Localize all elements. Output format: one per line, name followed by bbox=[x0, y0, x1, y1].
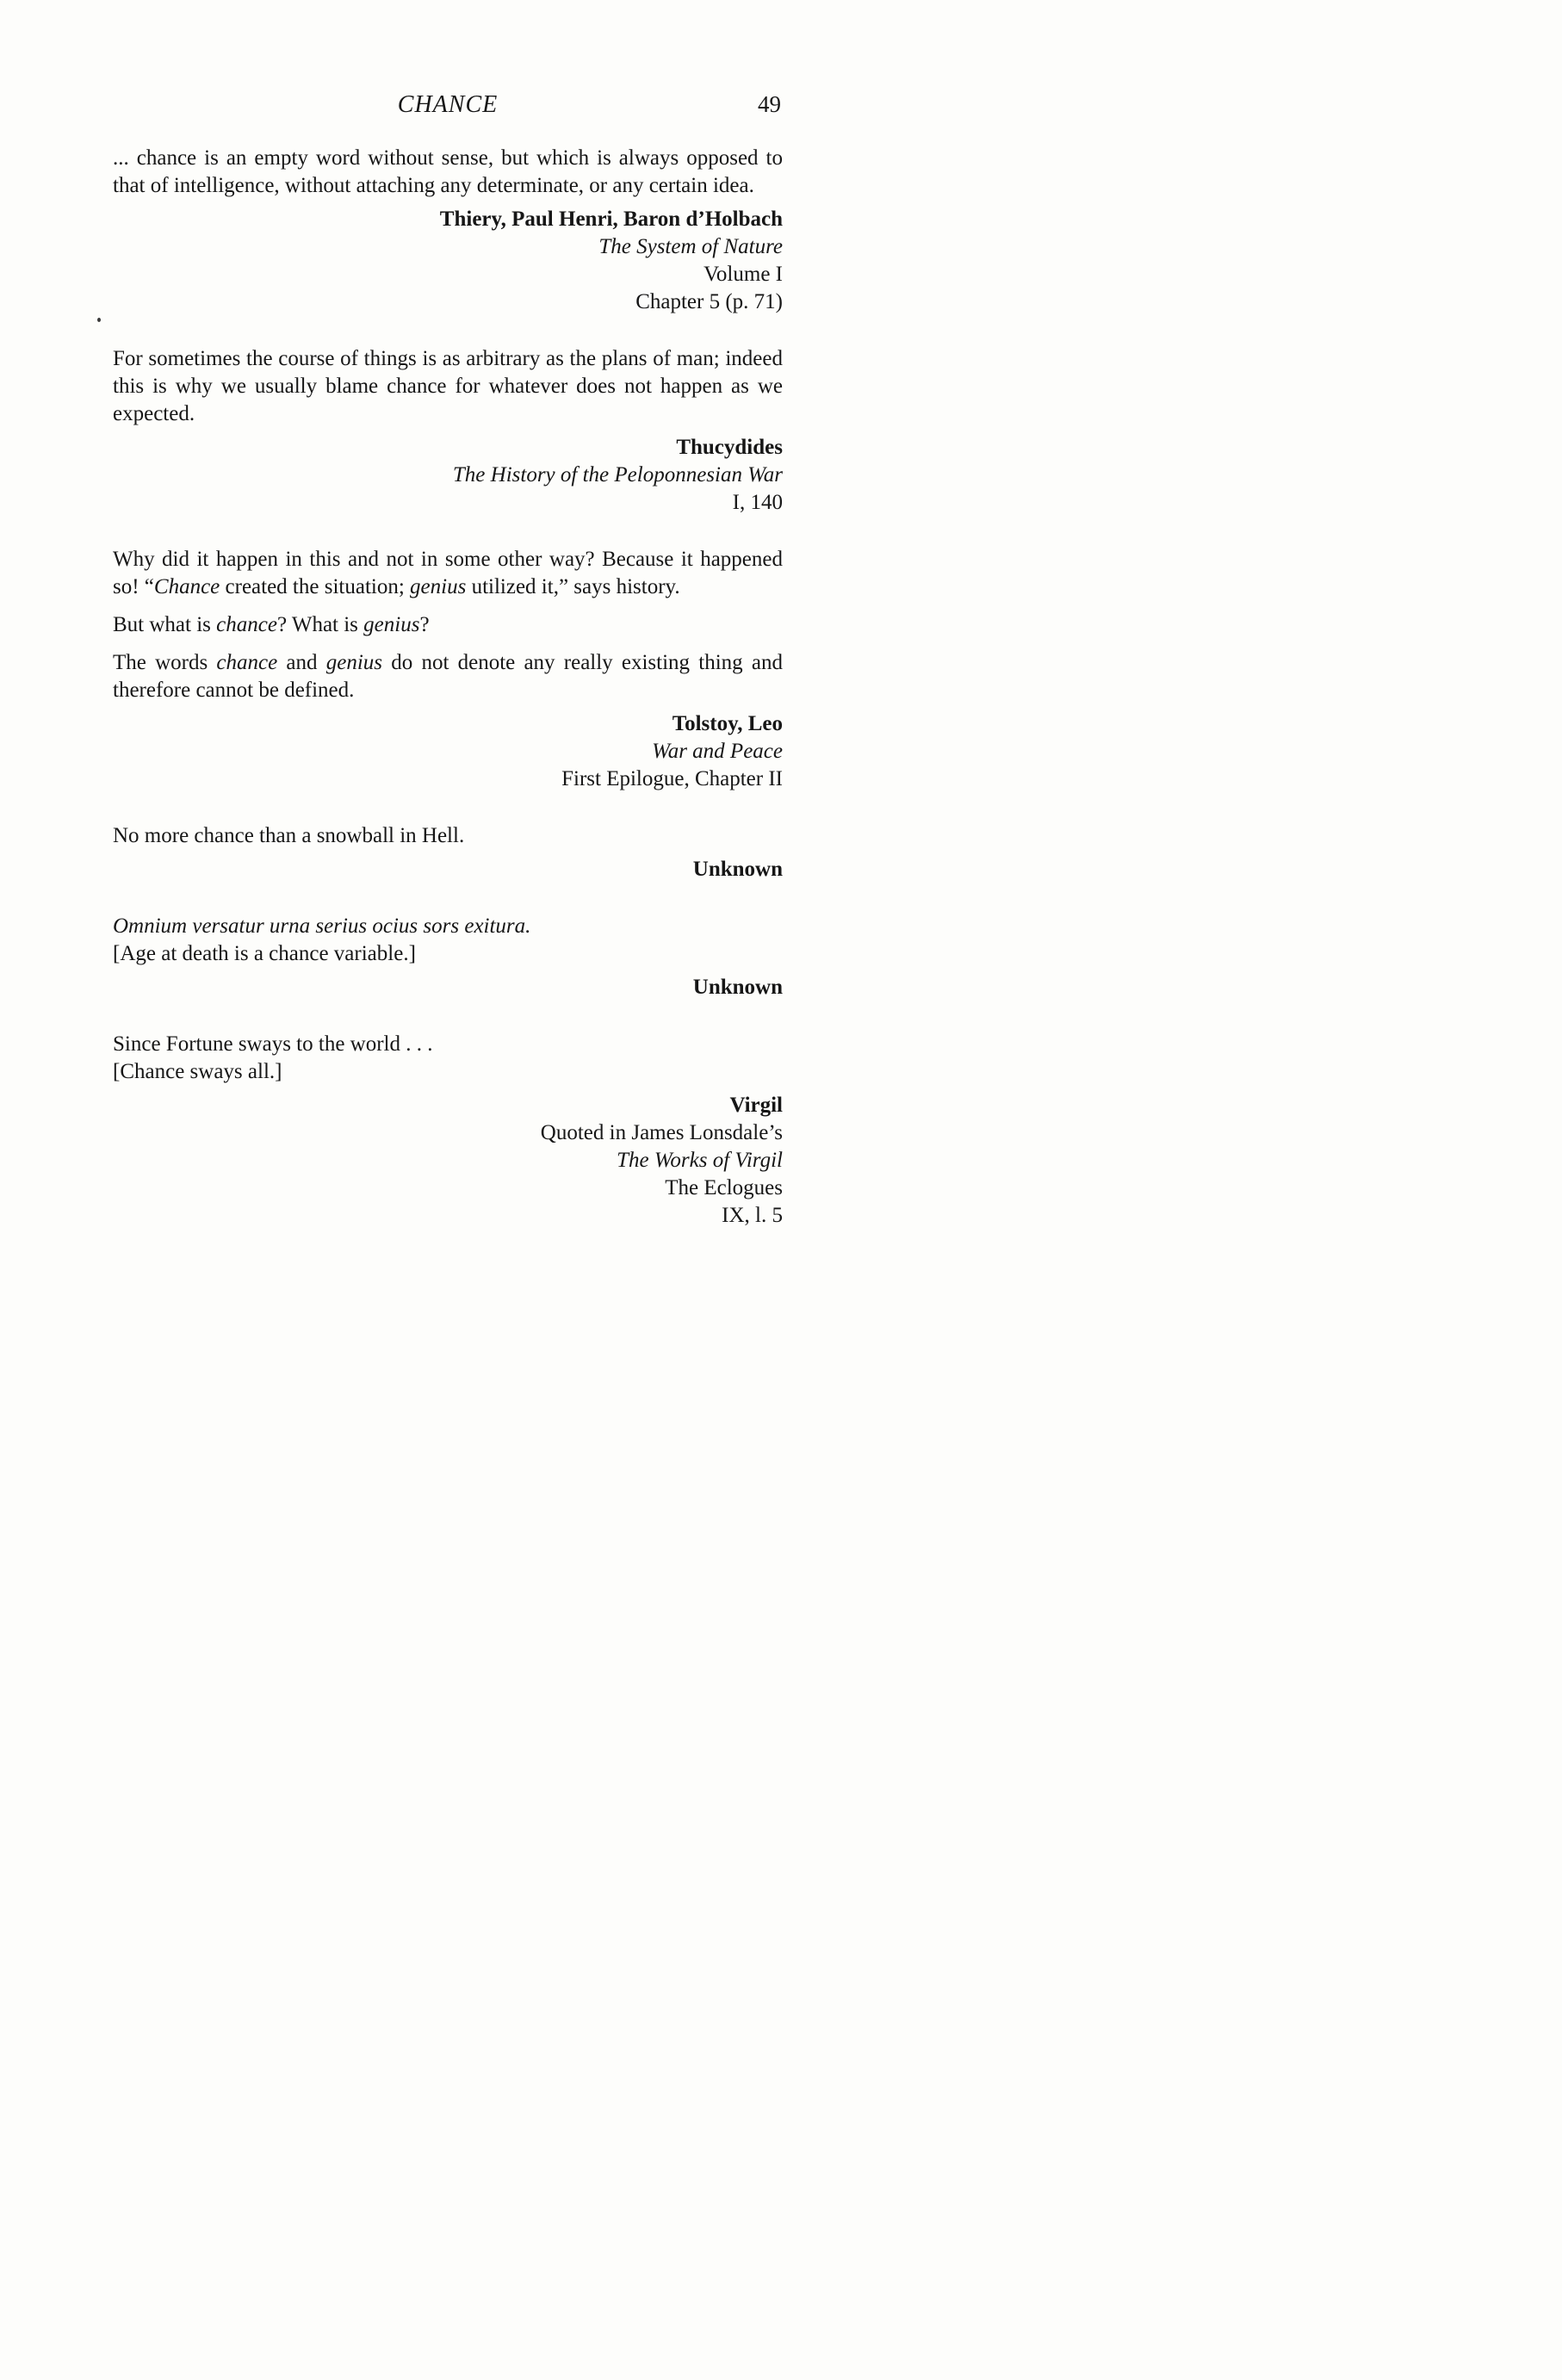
text-segment: ? bbox=[419, 613, 430, 636]
attribution-author: Unknown bbox=[692, 976, 783, 999]
attribution-work: The History of the Peloponnesian War bbox=[452, 463, 783, 487]
quote-text bbox=[113, 611, 783, 639]
attribution-block bbox=[113, 434, 783, 517]
attribution-block bbox=[113, 206, 783, 316]
quote-text bbox=[113, 345, 783, 428]
text-segment: chance bbox=[216, 613, 277, 636]
attribution-detail: First Epilogue, Chapter II bbox=[561, 767, 783, 790]
text-segment: chance bbox=[216, 651, 278, 674]
quote-text bbox=[113, 649, 783, 704]
attribution-block bbox=[113, 974, 783, 1001]
text-segment: Since Fortune sways to the world . . . bbox=[113, 1032, 433, 1056]
attribution-author: Unknown bbox=[692, 858, 783, 881]
attribution-detail: I, 140 bbox=[732, 491, 783, 514]
text-segment: genius bbox=[410, 575, 467, 598]
quote-entry bbox=[113, 546, 783, 793]
quote-entry bbox=[113, 1031, 783, 1230]
quote-entry bbox=[113, 913, 783, 1001]
scan-speck bbox=[97, 318, 101, 322]
text-segment: The words bbox=[113, 651, 217, 674]
text-segment: For sometimes the course of things is as arbitrary as the plans of man; indeed this is why we usually blame chance for whatever does not happen as we expected. bbox=[113, 347, 783, 425]
quote-entry bbox=[113, 345, 783, 517]
text-segment: Why did it happen in this and not in some other way? Because it happened so! “ bbox=[113, 548, 783, 598]
attribution-author: Virgil bbox=[729, 1094, 783, 1117]
text-segment: utilized it,” says history. bbox=[466, 575, 680, 598]
quote-entries bbox=[113, 145, 783, 1230]
text-segment: created the situation; bbox=[220, 575, 411, 598]
quote-entry bbox=[113, 822, 783, 883]
text-segment: Chance bbox=[153, 575, 220, 598]
text-segment: ... chance is an empty word without sense, but which is always opposed to that of intelligence, without attaching any determinate, or any certain idea. bbox=[113, 146, 783, 197]
attribution-detail: Volume I bbox=[704, 263, 783, 286]
text-segment: But what is bbox=[113, 613, 217, 636]
quote-text bbox=[113, 145, 783, 200]
page-content bbox=[113, 91, 783, 1230]
attribution-detail: The Eclogues bbox=[665, 1176, 783, 1199]
text-segment: ? What is bbox=[276, 613, 364, 636]
text-segment: No more chance than a snowball in Hell. bbox=[113, 824, 465, 847]
attribution-block bbox=[113, 856, 783, 883]
attribution-author: Thucydides bbox=[676, 436, 783, 459]
attribution-block bbox=[113, 1092, 783, 1230]
page-header bbox=[113, 91, 783, 124]
attribution-work: War and Peace bbox=[652, 740, 783, 763]
quote-text bbox=[113, 913, 783, 968]
attribution-work: The System of Nature bbox=[598, 235, 783, 258]
text-segment: Omnium versatur urna serius ocius sors exitura. bbox=[113, 914, 531, 938]
attribution-detail: Quoted in James Lonsdale’s bbox=[540, 1121, 783, 1144]
text-segment: and bbox=[277, 651, 326, 674]
attribution-block bbox=[113, 710, 783, 793]
quote-entry bbox=[113, 145, 783, 316]
attribution-author: Thiery, Paul Henri, Baron d’Holbach bbox=[439, 208, 783, 231]
attribution-detail: IX, l. 5 bbox=[722, 1204, 783, 1227]
text-segment: [Chance sways all.] bbox=[113, 1060, 282, 1083]
chapter-title: CHANCE bbox=[397, 91, 499, 118]
attribution-author: Tolstoy, Leo bbox=[672, 712, 783, 735]
attribution-detail: Chapter 5 (p. 71) bbox=[635, 290, 783, 313]
text-segment: do not denote any really existing thing and therefore cannot be defined. bbox=[113, 651, 783, 702]
text-segment: genius bbox=[325, 651, 383, 674]
quote-text bbox=[113, 822, 783, 850]
quote-text bbox=[113, 546, 783, 601]
attribution-work: The Works of Virgil bbox=[617, 1149, 783, 1172]
text-segment: genius bbox=[363, 613, 420, 636]
quote-text bbox=[113, 1031, 783, 1086]
text-segment: [Age at death is a chance variable.] bbox=[113, 942, 416, 965]
page-number: 49 bbox=[758, 91, 781, 117]
